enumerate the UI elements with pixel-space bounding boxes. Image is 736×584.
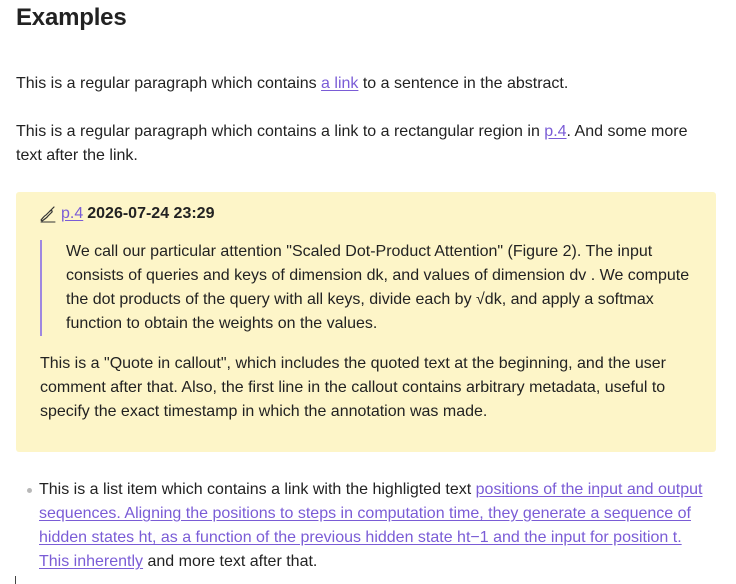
paragraph-text: . And some more text after the link. [16,123,688,164]
abstract-sentence-link[interactable]: a link [321,75,359,92]
annotation-callout [16,192,716,452]
list-item-text: and more text after that. [143,553,318,570]
highlighted-text-link[interactable]: positions of the input and output sequences. Aligning the positions to steps in computation time, they generate a sequence of hidden states ht, as a function of the previous hidden state ht−1 and the input for position t. This inherently [39,481,703,570]
callout-timestamp: 2026-07-24 23:29 [87,205,215,222]
page-heading: Examples [16,4,127,31]
list-item-text: This is a list item which contains a link with the highligted text [39,481,476,498]
quote-paragraph: We call our particular attention "Scaled Dot-Product Attention" (Figure 2). The input consists of queries and keys of dimension dk, and values of dimension dv . We compute the dot products of the query with all keys, divide each by √dk, and apply a softmax function to obtain the weights on the values. [66,243,690,332]
paragraph-region-link [16,120,716,168]
paragraph-abstract-link [16,72,716,96]
writing-hand-icon [39,205,57,223]
quoted-text [40,240,704,336]
paragraph-text: This is a regular paragraph which contains a link to a rectangular region in [16,123,545,140]
text-cursor [15,576,16,584]
bullet-marker [27,488,32,493]
paragraph-text: to a sentence in the abstract. [358,75,569,92]
page-region-link[interactable]: p.4 [544,123,567,140]
list-item [26,478,716,574]
callout-page-link[interactable]: p.4 [61,205,84,222]
paragraph-text: This is a regular paragraph which contains [16,75,322,92]
callout-comment: This is a "Quote in callout", which includes the quoted text at the beginning, and the user comment after that. Also, the first line in the callout contains arbitrary metadata, useful to specify the exact timestamp in which the annotation was made. [40,355,666,420]
bullet-list [26,478,716,574]
callout-header [39,202,214,226]
